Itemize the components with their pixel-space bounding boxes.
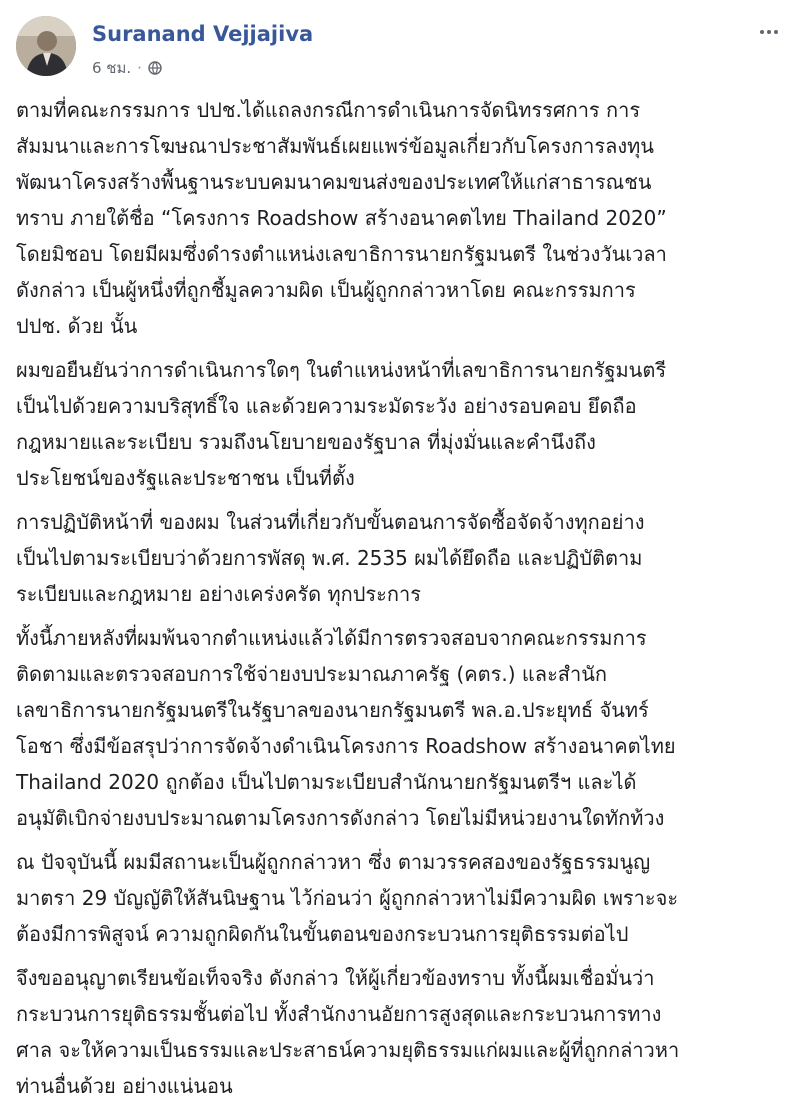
dot-2 [767, 30, 771, 34]
post-paragraph-4: ทั้งนี้ภายหลังที่ผมพ้นจากตำแหน่งแล้วได้มีการตรวจสอบจากคณะกรรมการ ติดตามและตรวจสอบการใช้จ่ายงบประมาณภาครัฐ (คตร.) และสำนัก เลขาธิการนายกรัฐมนตรีในรัฐบาลของนายกรัฐมนตรี พล.อ.ประยุทธ์ จันทร์ โอชา ซึ่งมีข้อสรุปว่าการจัดจ้างดำเนินโครงการ Roadshow สร้างอนาคตไทย Thailand 2020 ถูกต้อง เป็นไปตามระเบียบสำนักนายกรัฐมนตรีฯ และได้ อนุมัติเบิกจ่ายงบประมาณตามโครงการดังกล่าว โดยไม่มีหน่วยงานใดทักท้วง [16, 626, 676, 830]
post-paragraph-1: ตามที่คณะกรรมการ ปปช.ได้แถลงกรณีการดำเนินการจัดนิทรรศการ การ สัมมนาและการโฆษณาประชาสัมพันธ์เผยแพร่ข้อมูลเกี่ยวกับโครงการลงทุน พัฒนาโครงสร้างพื้นฐานระบบคมนาคมขนส่งของประเทศให้แก่สาธารณชน ทราบ ภายใต้ชื่อ “โครงการ Roadshow สร้างอนาคตไทย Thailand 2020” โดยมิชอบ โดยมีผมซึ่งดำรงตำแหน่งเลขาธิการนายกรัฐมนตรี ในช่วงวันเวลา ดังกล่าว เป็นผู้หนึ่งที่ถูกชี้มูลความผิด เป็นผู้ถูกกล่าวหาโดย คณะกรรมการ ปปช. ด้วย นั้น [16, 98, 667, 338]
post-paragraph-2: ผมขอยืนยันว่าการดำเนินการใดๆ ในตำแหน่งหน้าที่เลขาธิการนายกรัฐมนตรี เป็นไปด้วยความบริสุทธิ์ใจ และด้วยความระมัดระวัง อย่างรอบคอบ ยึดถือ กฎหมายและระเบียบ รวมถึงนโยบายของรัฐบาล ที่มุ่งมั่นและคำนึงถึง ประโยชน์ของรัฐและประชาชน เป็นที่ตั้ง [16, 358, 667, 490]
post-paragraph-3: การปฏิบัติหน้าที่ ของผม ในส่วนที่เกี่ยวกับขั้นตอนการจัดซื้อจัดจ้างทุกอย่าง เป็นไปตามระเบียบว่าด้วยการพัสดุ พ.ศ. 2535 ผมได้ยึดถือ และปฏิบัติตาม ระเบียบและกฎหมาย อย่างเคร่งครัด ทุกประการ [16, 510, 645, 606]
dot-1 [760, 30, 764, 34]
post-paragraph-5: ณ ปัจจุบันนี้ ผมมีสถานะเป็นผู้ถูกกล่าวหา ซึ่ง ตามวรรคสองของรัฐธรรมนูญ มาตรา 29 บัญญัติให้สันนิษฐาน ไว้ก่อนว่า ผู้ถูกกล่าวหาไม่มีความผิด เพราะจะ ต้องมีการพิสูจน์ ความถูกผิดกันในขั้นตอนของกระบวนการยุติธรรมต่อไป [16, 850, 679, 946]
post-paragraph-6: จึงขออนุญาตเรียนข้อเท็จจริง ดังกล่าว ให้ผู้เกี่ยวข้องทราบ ทั้งนี้ผมเชื่อมั่นว่า กระบวนการยุติธรรมชั้นต่อไป ทั้งสำนักงานอัยการสูงสุดและกระบวนการทาง ศาล จะให้ความเป็นธรรมและประสาธน์ความยุติธรรมแก่ผมและผู้ที่ถูกกล่าวหา ท่านอื่นด้วย อย่างแน่นอน [16, 966, 680, 1098]
meta-separator: · [137, 59, 142, 77]
post-header [16, 16, 784, 84]
more-options-icon[interactable] [754, 22, 784, 42]
avatar-photo-icon [16, 16, 76, 76]
post-time[interactable]: 6 ชม. [92, 59, 132, 77]
post-body [16, 92, 788, 1112]
dot-3 [774, 30, 778, 34]
post-meta [92, 56, 162, 80]
author-name[interactable]: Suranand Vejjajiva [92, 22, 314, 46]
profile-avatar[interactable] [16, 16, 76, 76]
globe-icon[interactable] [148, 61, 162, 75]
